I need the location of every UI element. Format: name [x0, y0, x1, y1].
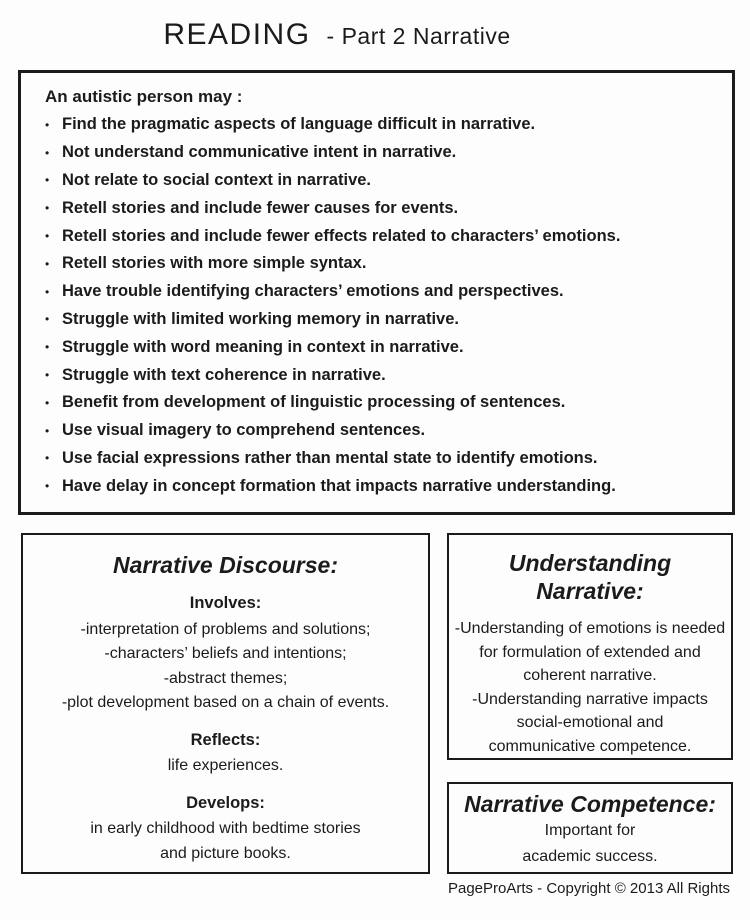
bullet-item-text: Have trouble identifying characters’ emotions and perspectives.: [62, 282, 564, 301]
narrative-discourse-heading: Narrative Discourse:: [113, 552, 338, 578]
bullet-icon: •: [45, 201, 50, 216]
bullet-item: [45, 417, 724, 445]
bullet-item: [45, 333, 724, 361]
body-line: -Understanding narrative impacts: [472, 690, 708, 708]
section-label: Develops:: [186, 793, 265, 812]
bullet-item-text: Have delay in concept formation that impacts narrative understanding.: [62, 476, 616, 495]
page-title-main: READING: [163, 18, 311, 51]
body-line: academic success.: [522, 848, 658, 865]
body-line: social-emotional and: [516, 714, 664, 731]
bullet-icon: •: [45, 479, 50, 494]
section-line: -characters’ beliefs and intentions;: [104, 645, 347, 662]
bullet-icon: •: [45, 284, 50, 299]
understanding-narrative-box: [447, 533, 733, 760]
bullet-icon: •: [45, 145, 50, 160]
bullet-icon: •: [45, 312, 50, 327]
narrative-competence-box: [447, 782, 733, 874]
section-line: -abstract themes;: [163, 669, 288, 687]
body-line: for formulation of extended and: [479, 643, 701, 661]
understanding-narrative-heading: Understanding Narrative:: [508, 550, 672, 604]
bullet-icon: •: [45, 368, 50, 383]
section-label: Reflects:: [190, 730, 261, 749]
section-line: in early childhood with bedtime stories: [90, 820, 361, 837]
bullet-icon: •: [45, 117, 50, 132]
bullet-item-text: Use facial expressions rather than mental state to identify emotions.: [62, 448, 598, 467]
body-line: communicative competence.: [488, 737, 692, 755]
bullet-item: [45, 222, 724, 250]
bullet-item-text: Find the pragmatic aspects of language difficult in narrative.: [62, 115, 536, 134]
bullet-item-text: Retell stories and include fewer effects related to characters’ emotions.: [62, 226, 621, 245]
bullet-item: [45, 139, 724, 167]
section-line: -plot development based on a chain of events.: [61, 694, 390, 711]
section-line: -interpretation of problems and solutions;: [80, 620, 371, 638]
bullet-item: [45, 167, 724, 195]
page-title-subtitle: - Part 2 Narrative: [326, 23, 511, 49]
bullet-icon: •: [45, 395, 50, 410]
bullet-item: [45, 361, 724, 389]
bullet-icon: •: [45, 451, 50, 466]
bullet-box-heading: An autistic person may :: [45, 87, 243, 106]
bullet-icon: •: [45, 173, 50, 188]
narrative-discourse-box: [21, 533, 430, 874]
body-line: coherent narrative.: [523, 667, 657, 684]
bullet-item: [45, 278, 724, 306]
discourse-section-develops: [23, 791, 428, 867]
body-line: Important for: [544, 822, 636, 839]
page-title: [0, 18, 674, 52]
bullet-item-text: Not understand communicative intent in narrative.: [62, 143, 457, 162]
copyright-credit: PageProArts - Copyright © 2013 All Rights: [447, 880, 730, 897]
narrative-competence-heading: Narrative Competence:: [464, 791, 716, 817]
bullet-icon: •: [45, 229, 50, 244]
discourse-section-reflects: [23, 728, 428, 779]
bullet-icon: •: [45, 256, 50, 271]
bullet-item: [45, 445, 724, 473]
bullet-item-text: Benefit from development of linguistic processing of sentences.: [62, 393, 566, 412]
discourse-section-involves: [23, 591, 428, 716]
section-label: Involves:: [189, 594, 262, 612]
section-line: life experiences.: [167, 757, 284, 774]
bullet-item: [45, 111, 724, 139]
bullet-item-text: Retell stories and include fewer causes for events.: [62, 198, 459, 217]
bullet-icon: •: [45, 423, 50, 438]
body-line: -Understanding of emotions is needed: [454, 620, 726, 637]
bullet-item-text: Retell stories with more simple syntax.: [62, 254, 367, 273]
understanding-narrative-body: [449, 617, 731, 758]
bullet-item-text: Struggle with limited working memory in narrative.: [62, 309, 459, 328]
bullet-item: [45, 472, 724, 500]
bullet-item-text: Not relate to social context in narrative.: [62, 170, 372, 189]
bullet-item-text: Struggle with word meaning in context in narrative.: [62, 337, 464, 356]
bullet-item-text: Use visual imagery to comprehend sentences.: [62, 421, 426, 440]
bullet-item-text: Struggle with text coherence in narrative.: [62, 365, 386, 384]
autistic-person-bullet-box: [18, 70, 735, 515]
bullet-item: [45, 389, 724, 417]
bullet-item: [45, 250, 724, 278]
bullet-item: [45, 194, 724, 222]
bullet-icon: •: [45, 340, 50, 355]
bullet-item: [45, 306, 724, 334]
section-line: and picture books.: [160, 844, 291, 862]
